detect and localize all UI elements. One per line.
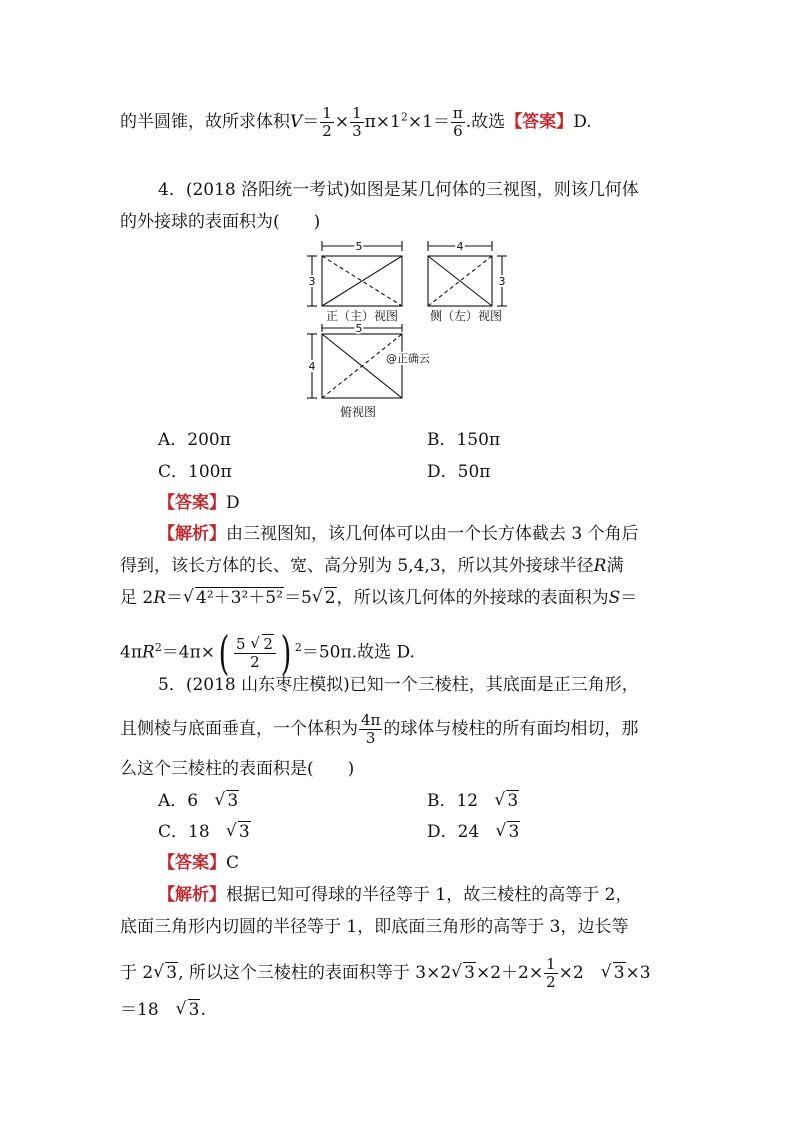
sqrt	[176, 998, 201, 1022]
q5-option-d[interactable]	[427, 820, 520, 844]
answer-tag: 【答案】	[505, 112, 574, 132]
sqrt	[153, 961, 178, 985]
var-s: S	[608, 588, 621, 608]
q4-line2: 的外接球的表面积为( )	[120, 212, 321, 232]
q5-answer-line	[158, 851, 239, 875]
top-height-label: 4	[308, 360, 316, 373]
text: 足 2	[120, 588, 154, 608]
text: ＝50π.故选 D.	[301, 642, 415, 663]
sqrt	[250, 636, 274, 653]
answer-tag: 【答案】	[158, 853, 226, 873]
option-label: D．24	[427, 822, 480, 842]
formula-line-top	[120, 105, 592, 140]
sqrt	[494, 789, 519, 813]
front-width-label: 5	[355, 240, 363, 253]
sqrt	[495, 820, 520, 844]
q5-analysis-line2: 底面三角形内切圆的半径等于 1，即底面三角形的高等于 3，边长等	[120, 917, 629, 937]
option-label: B．12	[427, 791, 479, 811]
text: 由三视图知，该几何体可以由一个长方体截去 3 个角后	[226, 524, 639, 544]
radicand: 3	[238, 822, 250, 842]
radicand: 3	[507, 791, 519, 811]
exponent: 2	[294, 640, 302, 654]
q5-line3: 么这个三棱柱的表面积是( )	[120, 759, 355, 779]
text: 的半圆锥，故所求体积	[120, 112, 290, 132]
three-view-figure	[300, 238, 560, 423]
text: 4π	[120, 642, 142, 663]
denominator: 2	[546, 973, 556, 991]
text: , 所以这个三棱柱的表面积等于 3×2	[178, 963, 452, 983]
times: ×	[334, 112, 350, 132]
denominator: 2	[322, 122, 332, 140]
radicand: 3	[613, 963, 625, 983]
var-r: R	[593, 556, 607, 576]
text: 5	[236, 634, 246, 653]
numerator: 1	[322, 104, 332, 122]
text: ＝4π×	[161, 642, 216, 663]
q5-line2	[120, 712, 638, 747]
text: ＝	[620, 588, 638, 608]
numerator: π	[452, 104, 463, 122]
q4-analysis-line3	[120, 586, 637, 610]
sqrt	[451, 961, 476, 985]
q4-option-d[interactable]: D．50π	[427, 462, 491, 482]
fraction	[359, 712, 382, 747]
q4-line1: 4．(2018 洛阳统一考试)如图是某几何体的三视图，则该几何体	[158, 180, 639, 200]
answer-value: D.	[573, 112, 592, 132]
q5-line1: 5．(2018 山东枣庄模拟)已知一个三棱柱，其底面是正三角形，	[158, 675, 639, 695]
q4-option-c[interactable]: C．100π	[158, 462, 232, 482]
text: 且侧棱与底面垂直，一个体积为	[120, 719, 358, 739]
side-caption: 侧（左）视图	[429, 309, 503, 323]
sqrt	[183, 586, 284, 610]
text: .故选	[465, 112, 506, 132]
fraction	[350, 105, 364, 140]
sqrt	[312, 586, 337, 610]
fraction	[320, 105, 334, 140]
q4-analysis-line2	[120, 554, 623, 578]
text: ＝18	[120, 1000, 176, 1020]
radicand: 2	[324, 588, 336, 608]
numerator: 1	[546, 955, 556, 973]
text: ×2	[558, 963, 601, 983]
answer-value: C	[226, 853, 240, 873]
q5-analysis-line3	[120, 956, 651, 991]
exponent: 2	[154, 640, 162, 654]
option-label: C．18	[158, 822, 210, 842]
var-r: R	[142, 642, 155, 663]
exponent: 2	[400, 110, 408, 124]
side-height-label: 3	[498, 275, 506, 288]
radicand: 3	[464, 963, 475, 983]
q5-analysis-line1	[158, 883, 632, 907]
numerator: 1	[352, 104, 362, 122]
denominator: 3	[352, 122, 362, 140]
front-height-label: 3	[308, 275, 316, 288]
q4-answer-line	[158, 491, 240, 515]
text: 得到，该长方体的长、宽、高分别为 5,4,3，所以其外接球半径	[120, 556, 594, 576]
side-width-label: 4	[456, 240, 464, 253]
fraction	[451, 105, 465, 140]
text: ＝5	[283, 588, 312, 608]
text: ×1＝	[407, 112, 450, 132]
front-caption: 正（主）视图	[325, 309, 399, 323]
text: ×3	[625, 963, 651, 983]
radicand: 2	[263, 634, 273, 653]
text: 根据已知可得球的半径等于 1，故三棱柱的高等于 2，	[226, 885, 633, 905]
text: ，所以该几何体的外接球的表面积为	[336, 588, 609, 608]
right-paren: )	[280, 626, 292, 680]
answer-value: D	[226, 493, 240, 513]
text: π×1	[364, 112, 401, 132]
q4-analysis-line4	[120, 626, 415, 680]
top-width-label: 5	[355, 322, 363, 335]
sqrt	[601, 961, 626, 985]
q5-option-c[interactable]	[158, 820, 251, 844]
text: 的球体与棱柱的所有面均相切，那	[383, 719, 639, 739]
radicand: 3	[166, 963, 178, 983]
equals: ＝	[166, 588, 184, 608]
radicand: 3	[227, 791, 239, 811]
q4-option-a[interactable]: A．200π	[158, 430, 231, 450]
denominator: 2	[250, 652, 260, 671]
denominator: 3	[365, 729, 376, 747]
q5-option-a[interactable]	[158, 789, 239, 813]
watermark: @正确云	[386, 352, 430, 365]
fraction	[544, 956, 558, 991]
radicand: 4²＋3²＋5²	[196, 588, 283, 608]
q5-option-b[interactable]	[427, 789, 519, 813]
analysis-tag: 【解析】	[158, 524, 226, 544]
var-v: V	[290, 112, 303, 132]
analysis-tag: 【解析】	[158, 885, 226, 905]
q5-analysis-line4	[120, 998, 206, 1022]
q4-analysis-line1	[158, 522, 639, 546]
numerator	[234, 636, 276, 654]
text: ×2＋2×	[475, 963, 544, 983]
q4-option-b[interactable]: B．150π	[427, 430, 501, 450]
text: .	[200, 1000, 206, 1020]
sqrt	[226, 820, 251, 844]
text: 满	[606, 556, 624, 576]
sqrt	[214, 789, 239, 813]
var-r: R	[153, 588, 167, 608]
equals: ＝	[302, 112, 320, 132]
radicand: 3	[188, 1000, 200, 1020]
top-caption: 俯视图	[339, 405, 377, 419]
denominator: 6	[453, 122, 463, 140]
numerator: 4π	[361, 711, 381, 729]
answer-tag: 【答案】	[158, 493, 226, 513]
option-label: A．6	[158, 791, 199, 811]
fraction	[234, 636, 276, 671]
left-paren: (	[218, 626, 230, 680]
text: 于 2	[120, 963, 154, 983]
radicand: 3	[508, 822, 520, 842]
